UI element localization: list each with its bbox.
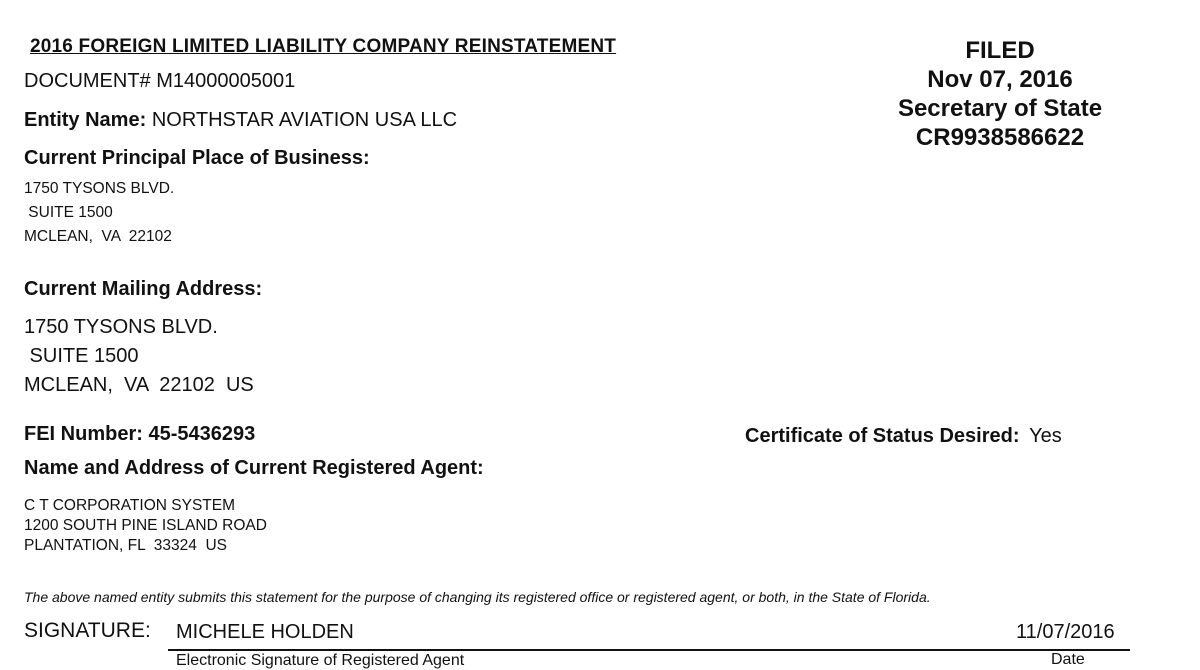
principal-place-label: Current Principal Place of Business: — [24, 147, 370, 169]
signature-name: MICHELE HOLDEN — [176, 621, 354, 643]
registered-agent-line: 1200 SOUTH PINE ISLAND ROAD — [24, 517, 267, 534]
registered-agent-line: C T CORPORATION SYSTEM — [24, 497, 235, 514]
filed-stamp-number: CR9938586622 — [915, 124, 1085, 151]
entity-name-label: Entity Name: — [24, 109, 147, 131]
filed-stamp-status: FILED — [965, 37, 1035, 64]
principal-place-line: SUITE 1500 — [24, 204, 113, 221]
signature-line — [168, 649, 1130, 651]
mailing-address-label: Current Mailing Address: — [24, 278, 263, 300]
filed-stamp — [860, 36, 1140, 152]
registered-agent-label: Name and Address of Current Registered Agent: — [24, 457, 484, 479]
signature-label: SIGNATURE: — [24, 619, 151, 642]
signature-caption: Electronic Signature of Registered Agent — [176, 652, 465, 669]
signature-date: 11/07/2016 — [1016, 621, 1115, 643]
certificate-status-value: Yes — [1029, 425, 1062, 447]
certificate-status-row — [745, 425, 1062, 448]
mailing-address-line: MCLEAN, VA 22102 US — [24, 374, 254, 396]
mailing-address-line: SUITE 1500 — [24, 345, 139, 367]
date-caption: Date — [1051, 651, 1085, 668]
fei-number-row — [24, 423, 255, 446]
registered-agent-address — [24, 496, 267, 556]
certificate-status-label: Certificate of Status Desired: — [745, 425, 1020, 447]
entity-name-row — [24, 109, 457, 132]
principal-place-line: MCLEAN, VA 22102 — [24, 228, 172, 245]
mailing-address — [24, 313, 254, 400]
mailing-address-line: 1750 TYSONS BLVD. — [24, 316, 218, 338]
registered-agent-line: PLANTATION, FL 33324 US — [24, 537, 228, 554]
principal-place-line: 1750 TYSONS BLVD. — [24, 180, 175, 197]
principal-place-address — [24, 177, 174, 249]
filed-stamp-date: Nov 07, 2016 — [927, 66, 1073, 93]
fei-number-value: 45-5436293 — [148, 423, 256, 445]
filed-stamp-office: Secretary of State — [897, 95, 1103, 122]
form-title: 2016 FOREIGN LIMITED LIABILITY COMPANY REINSTATEMENT — [30, 36, 617, 57]
entity-name-value: NORTHSTAR AVIATION USA LLC — [151, 109, 458, 131]
fei-number-label: FEI Number: — [24, 423, 143, 445]
document-number: DOCUMENT# M14000005001 — [24, 70, 296, 92]
statement-text: The above named entity submits this statement for the purpose of changing its registered office or registered agent, or both, in the State of Florida. — [24, 589, 931, 605]
